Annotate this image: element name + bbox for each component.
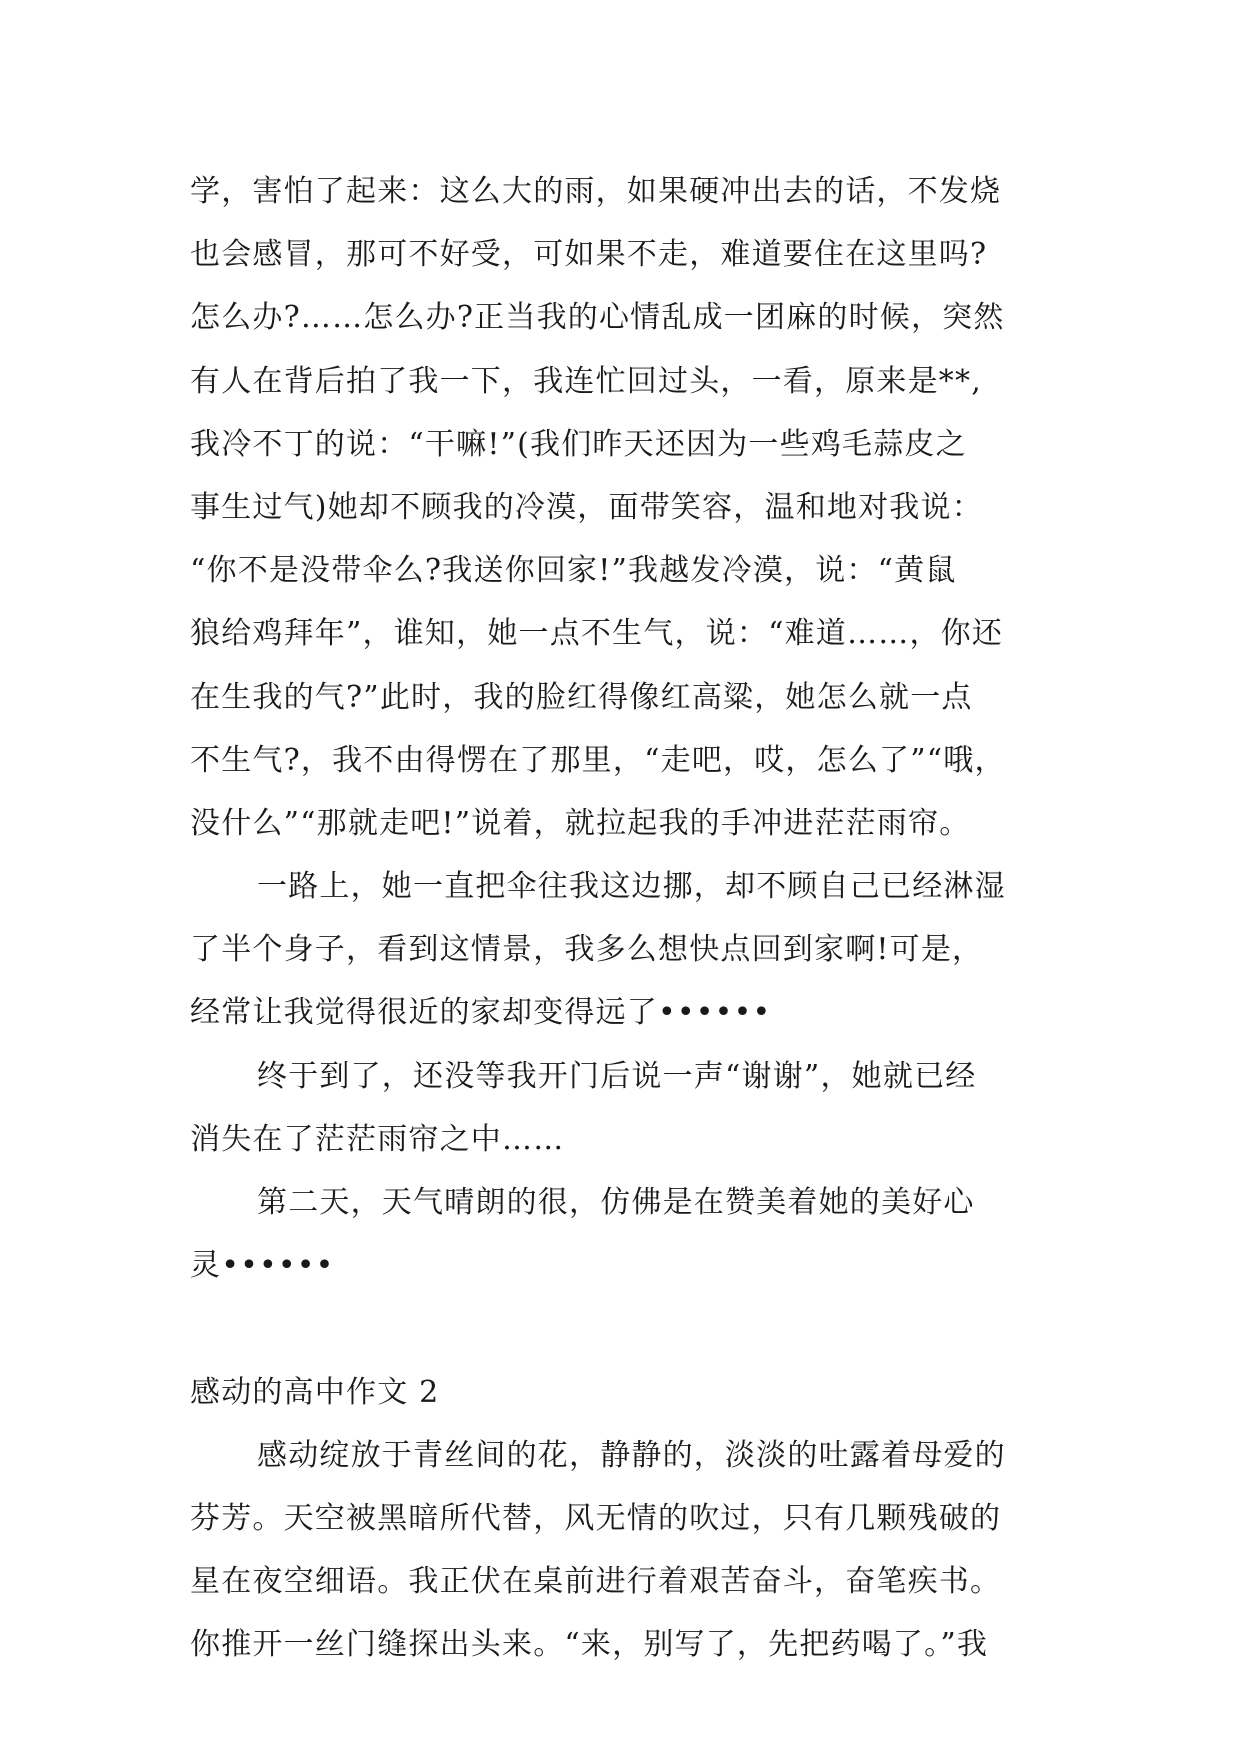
- paragraph: [190, 1045, 1070, 1171]
- text-line: 狼给鸡拜年”，谁知，她一点不生气，说：“难道……，你还: [190, 616, 1004, 652]
- paragraph: [190, 855, 1070, 1045]
- text-line: 第二天，天气晴朗的很，仿佛是在赞美着她的美好心: [257, 1185, 975, 1220]
- text-line: 终于到了，还没等我开门后说一声“谢谢”，她就已经: [257, 1058, 977, 1094]
- text-line: 事生过气)她却不顾我的冷漠，面带笑容，温和地对我说：: [190, 489, 983, 525]
- text-line: 有人在背后拍了我一下，我连忙回过头，一看，原来是**,: [190, 363, 982, 399]
- text-line: 你推开一丝门缝探出头来。“来，别写了，先把药喝了。”我: [190, 1627, 989, 1663]
- text-line: 消失在了茫茫雨帘之中……: [190, 1121, 565, 1157]
- text-line: “你不是没带伞么?我送你回家!”我越发冷漠，说：“黄鼠: [190, 553, 957, 589]
- document-body: [190, 160, 1070, 1677]
- paragraph: [190, 1171, 1070, 1297]
- continued-paragraph: [190, 160, 1070, 855]
- text-line: 不生气?，我不由得愣在了那里，“走吧，哎，怎么了”“哦，: [190, 742, 1006, 778]
- section-title: 感动的高中作文 2: [190, 1374, 440, 1410]
- text-line: 没什么”“那就走吧!”说着，就拉起我的手冲进茫茫雨帘。: [190, 805, 971, 841]
- text-line: 也会感冒，那可不好受，可如果不走，难道要住在这里吗?: [190, 237, 988, 273]
- text-line: 怎么办?……怎么办?正当我的心情乱成一团麻的时候，突然: [190, 300, 1005, 336]
- text-line: 芬芳。天空被黑暗所代替，风无情的吹过，只有几颗残破的: [190, 1500, 1002, 1536]
- text-line: 经常让我觉得很近的家却变得远了••••••: [190, 995, 772, 1031]
- text-line: 在生我的气?”此时，我的脸红得像红高粱，她怎么就一点: [190, 679, 973, 715]
- text-line: 灵••••••: [190, 1248, 335, 1284]
- text-line: 了半个身子，看到这情景，我多么想快点回到家啊!可是，: [190, 932, 984, 968]
- text-line: 学，害怕了起来：这么大的雨，如果硬冲出去的话，不发烧: [190, 174, 1002, 209]
- section-spacer: [190, 1297, 1070, 1360]
- text-line: 感动绽放于青丝间的花，静静的，淡淡的吐露着母爱的: [257, 1437, 1006, 1473]
- text-line: 我冷不丁的说：“干嘛!”(我们昨天还因为一些鸡毛蒜皮之: [190, 426, 967, 462]
- paragraph: [190, 1424, 1070, 1677]
- text-line: 一路上，她一直把伞往我这边挪，却不顾自己已经淋湿: [257, 869, 1006, 905]
- text-line: 星在夜空细语。我正伏在桌前进行着艰苦奋斗，奋笔疾书。: [190, 1564, 1002, 1600]
